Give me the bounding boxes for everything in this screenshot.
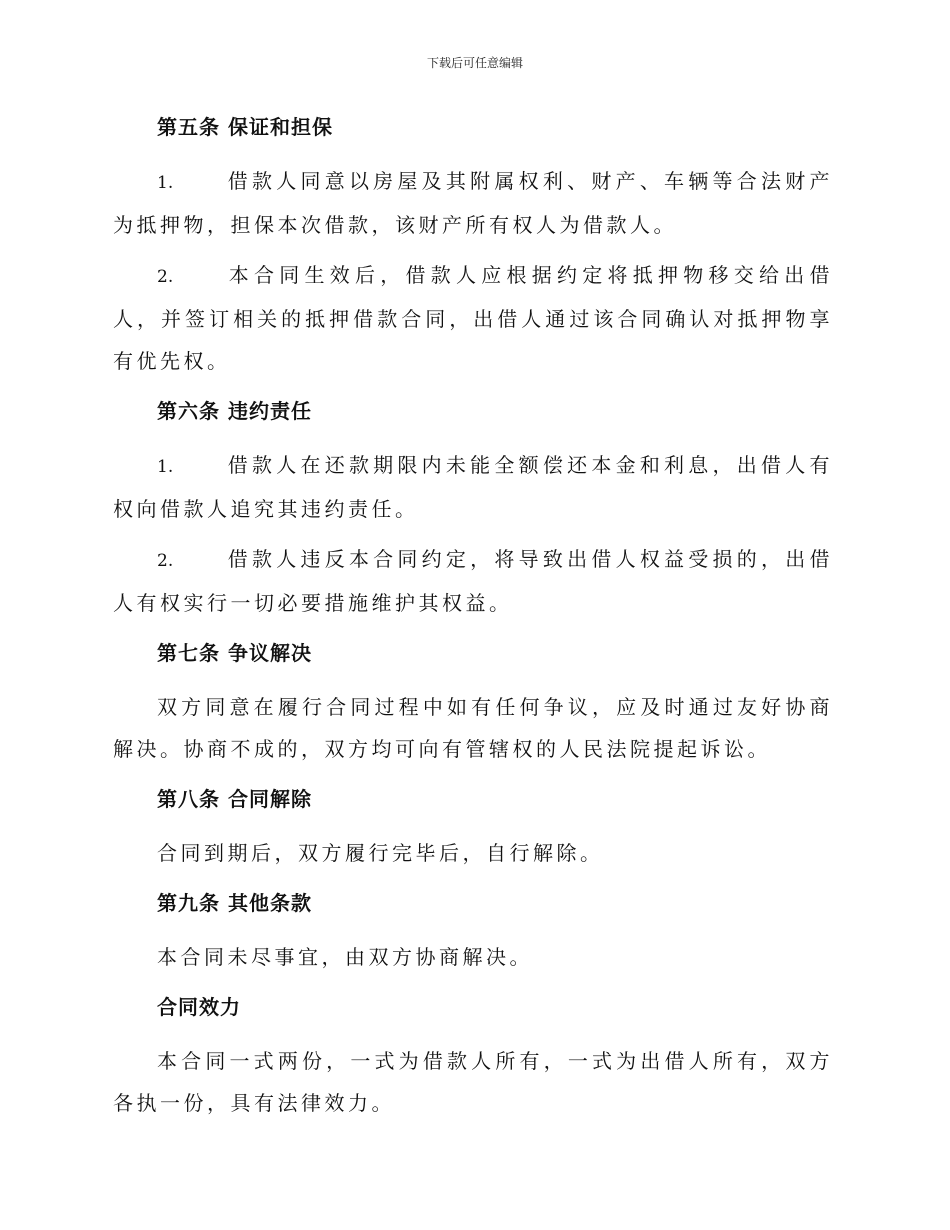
section-5-item-2 <box>113 254 833 382</box>
page-header-note: 下载后可任意编辑 <box>426 56 523 70</box>
item-number: 2. <box>157 267 174 287</box>
document-body <box>113 110 833 1124</box>
item-number: 1. <box>157 173 174 193</box>
section-5-heading: 第五条 保证和担保 <box>157 115 333 139</box>
item-text: 借款人违反本合同约定，将导致出借人权益受损的，出借人有权实行一切必要措施维护其权益。 <box>113 547 833 615</box>
section-9-text: 本合同未尽事宜，由双方协商解决。 <box>157 945 533 969</box>
section-9-heading: 第九条 其他条款 <box>157 891 312 915</box>
section-8-heading: 第八条 合同解除 <box>157 787 312 811</box>
section-5-item-1 <box>113 160 833 246</box>
section-6-heading: 第六条 违约责任 <box>157 399 312 423</box>
item-text: 本合同生效后，借款人应根据约定将抵押物移交给出借人，并签订相关的抵押借款合同，出借人通过该合同确认对抵押物享有优先权。 <box>113 263 833 373</box>
item-number: 1. <box>157 457 174 477</box>
section-6-item-1 <box>113 444 833 530</box>
section-8-text: 合同到期后，双方履行完毕后，自行解除。 <box>157 841 604 865</box>
section-7-text: 双方同意在履行合同过程中如有任何争议，应及时通过友好协商解决。协商不成的，双方均可向有管辖权的人民法院提起诉讼。 <box>113 695 833 761</box>
contract-effect-text: 本合同一式两份，一式为借款人所有，一式为出借人所有，双方各执一份，具有法律效力。 <box>113 1049 833 1115</box>
section-6-item-2 <box>113 538 833 624</box>
section-7-heading: 第七条 争议解决 <box>157 641 312 665</box>
item-text: 借款人同意以房屋及其附属权利、财产、车辆等合法财产为抵押物，担保本次借款，该财产所有权人为借款人。 <box>113 169 833 237</box>
item-number: 2. <box>157 551 174 571</box>
contract-effect-heading: 合同效力 <box>157 995 241 1019</box>
item-text: 借款人在还款期限内未能全额偿还本金和利息，出借人有权向借款人追究其违约责任。 <box>113 453 833 521</box>
